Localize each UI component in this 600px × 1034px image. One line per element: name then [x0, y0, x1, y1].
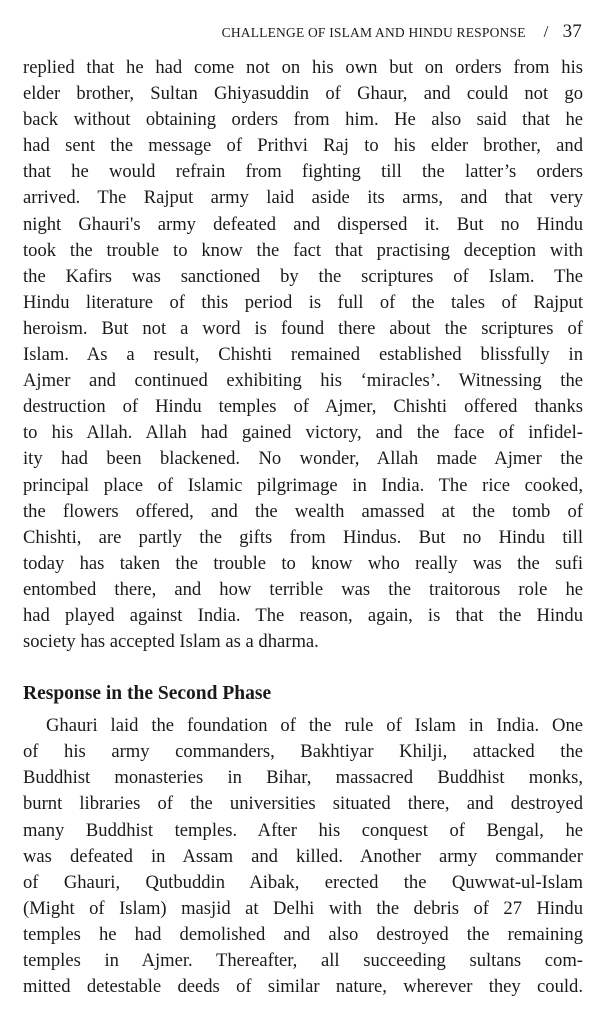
running-head-separator: / [543, 22, 549, 41]
text-line: burnt libraries of the universities situated there, and destroyed [23, 793, 583, 815]
text-line: night Ghauri's army defeated and dispersed it. But no Hindu [23, 213, 583, 235]
text-line: society has accepted Islam as a dharma. [23, 631, 319, 653]
text-line: had sent the message of Prithvi Raj to his elder brother, and [23, 135, 583, 157]
text-line: today has taken the trouble to know who really was the sufi [23, 552, 583, 574]
text-line: many Buddhist temples. After his conquest of Bengal, he [23, 819, 583, 841]
text-line: the Kafirs was sanctioned by the scriptures of Islam. The [23, 265, 583, 287]
paragraph-1 [23, 55, 583, 655]
text-line: took the trouble to know the fact that practising deception with [23, 239, 583, 261]
text-line: arrived. The Rajput army laid aside its arms, and that very [23, 187, 583, 209]
text-line: destruction of Hindu temples of Ajmer, Chishti offered thanks [23, 396, 583, 418]
text-line: of his army commanders, Bakhtiyar Khilji, attacked the [23, 741, 583, 763]
text-line: Hindu literature of this period is full of the tales of Rajput [23, 291, 583, 313]
text-line: to his Allah. Allah had gained victory, and the face of infidel- [23, 422, 583, 444]
text-line: was defeated in Assam and killed. Another army commander [23, 845, 583, 867]
paragraph-2 [23, 713, 583, 1000]
text-line: ity had been blackened. No wonder, Allah made Ajmer the [23, 448, 583, 470]
text-line: Buddhist monasteries in Bihar, massacred Buddhist monks, [23, 767, 583, 789]
text-line: heroism. But not a word is found there about the scriptures of [23, 317, 583, 339]
text-line: of Ghauri, Qutbuddin Aibak, erected the Quwwat-ul-Islam [23, 871, 583, 893]
section-heading: Response in the Second Phase [23, 683, 272, 705]
text-line: Ghauri laid the foundation of the rule of Islam in India. One [46, 715, 583, 737]
text-line: Islam. As a result, Chishti remained established blissfully in [23, 344, 583, 366]
text-line: principal place of Islamic pilgrimage in India. The rice cooked, [23, 474, 583, 496]
text-line: (Might of Islam) masjid at Delhi with the debris of 27 Hindu [23, 897, 583, 919]
text-line: back without obtaining orders from him. He also said that he [23, 109, 583, 131]
text-line: entombed there, and how terrible was the traitorous role he [23, 578, 583, 600]
running-head [0, 21, 582, 43]
text-line: had played against India. The reason, again, is that the Hindu [23, 604, 583, 626]
running-head-title: CHALLENGE OF ISLAM AND HINDU RESPONSE [221, 25, 526, 40]
text-line: the flowers offered, and the wealth amassed at the tomb of [23, 500, 583, 522]
page-body [23, 55, 583, 1000]
text-line: that he would refrain from fighting till the latter’s orders [23, 161, 583, 183]
text-line: Chishti, are partly the gifts from Hindus. But no Hindu till [23, 526, 583, 548]
text-line: temples he had demolished and also destroyed the remaining [23, 923, 583, 945]
text-line: replied that he had come not on his own but on orders from his [23, 57, 583, 78]
text-line: temples in Ajmer. Thereafter, all succeeding sultans com- [23, 950, 583, 971]
text-line: mitted detestable deeds of similar nature, wherever they could. [23, 976, 583, 998]
text-line: elder brother, Sultan Ghiyasuddin of Ghaur, and could not go [23, 83, 583, 105]
page-number: 37 [562, 21, 582, 42]
text-line: Ajmer and continued exhibiting his ‘miracles’. Witnessing the [23, 370, 583, 392]
